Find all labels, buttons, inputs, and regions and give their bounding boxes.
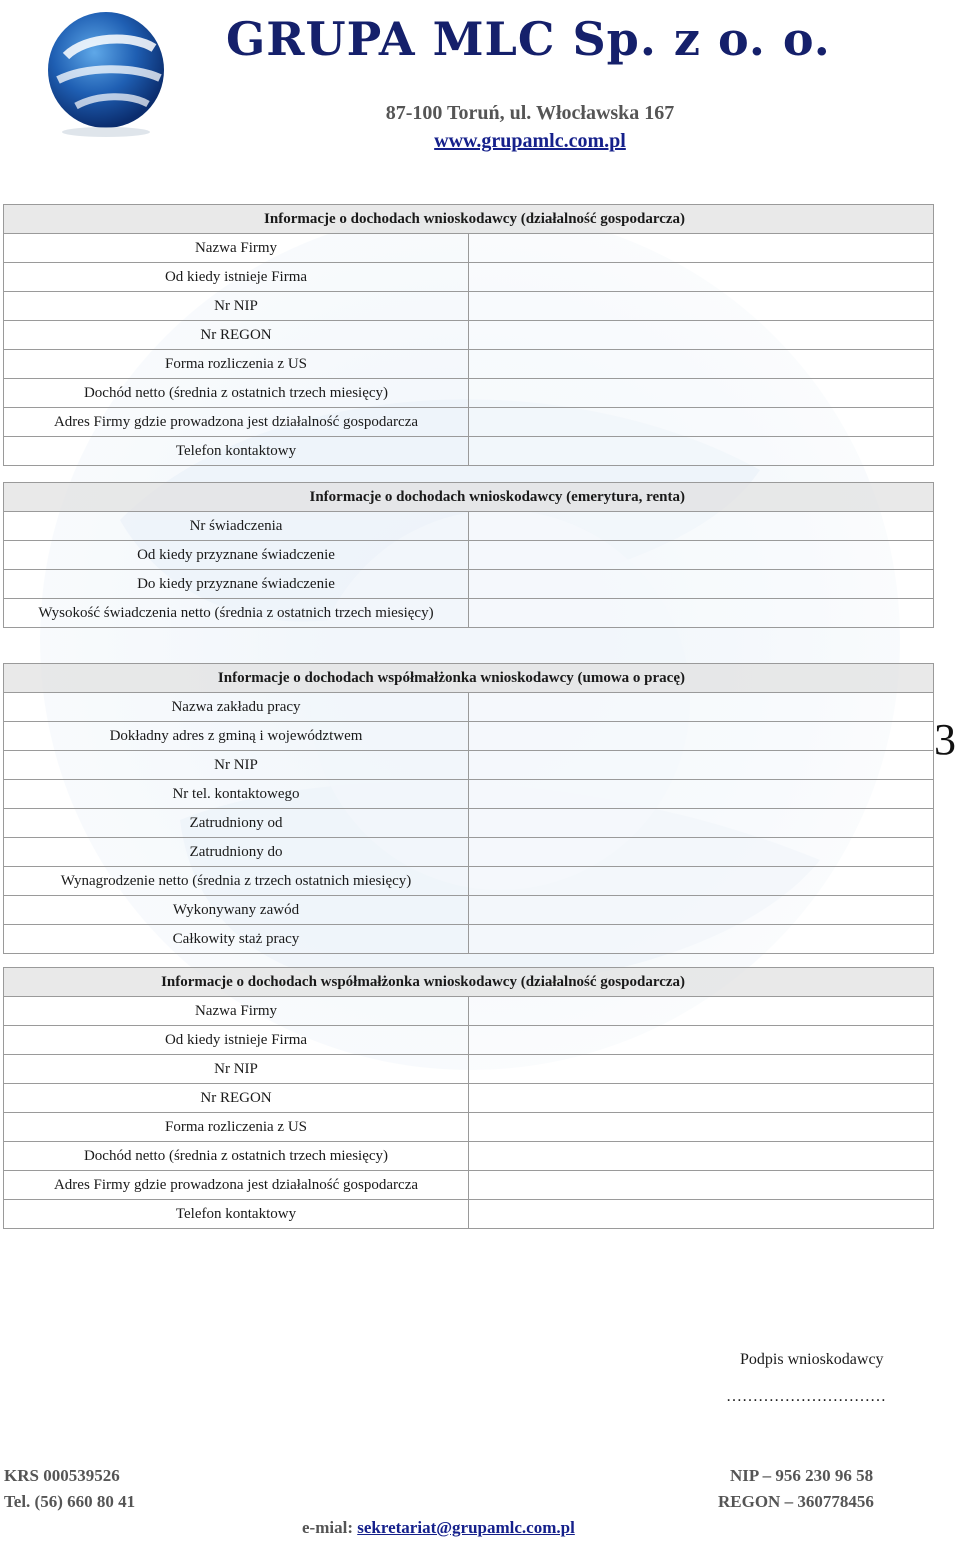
- field-value-input[interactable]: [469, 234, 934, 263]
- field-value-input[interactable]: [469, 867, 934, 896]
- table-row: [4, 867, 934, 896]
- table-row: [4, 541, 934, 570]
- field-value-input[interactable]: [469, 780, 934, 809]
- table-row: [4, 292, 934, 321]
- field-label: Nr REGON: [4, 321, 469, 350]
- spouse-business-income-table: [3, 967, 934, 1229]
- field-value-input[interactable]: [469, 1142, 934, 1171]
- field-value-input[interactable]: [469, 350, 934, 379]
- field-value-input[interactable]: [469, 437, 934, 466]
- table-row: [4, 780, 934, 809]
- field-label: Do kiedy przyznane świadczenie: [4, 570, 469, 599]
- table-row: [4, 1084, 934, 1113]
- field-label: Nr NIP: [4, 292, 469, 321]
- field-label: Od kiedy istnieje Firma: [4, 263, 469, 292]
- field-value-input[interactable]: [469, 570, 934, 599]
- field-label: Dochód netto (średnia z ostatnich trzech miesięcy): [4, 379, 469, 408]
- field-value-input[interactable]: [469, 896, 934, 925]
- table-row: [4, 997, 934, 1026]
- field-value-input[interactable]: [469, 722, 934, 751]
- table-row: [4, 350, 934, 379]
- field-value-input[interactable]: [469, 541, 934, 570]
- section-title: Informacje o dochodach wnioskodawcy (emerytura, renta): [4, 483, 934, 512]
- section-header-row: [4, 205, 934, 234]
- field-value-input[interactable]: [469, 292, 934, 321]
- section-header-row: [4, 968, 934, 997]
- section-title: Informacje o dochodach wnioskodawcy (działalność gospodarcza): [4, 205, 934, 234]
- table-row: [4, 437, 934, 466]
- page-number: 3: [934, 715, 956, 764]
- field-value-input[interactable]: [469, 751, 934, 780]
- field-label: Od kiedy przyznane świadczenie: [4, 541, 469, 570]
- field-label: Dokładny adres z gminą i województwem: [4, 722, 469, 751]
- footer-email-label: e-mial:: [302, 1518, 353, 1537]
- field-label: Adres Firmy gdzie prowadzona jest działalność gospodarcza: [4, 1171, 469, 1200]
- table-row: [4, 263, 934, 292]
- field-value-input[interactable]: [469, 1200, 934, 1229]
- section-header-row: [4, 664, 934, 693]
- field-label: Całkowity staż pracy: [4, 925, 469, 954]
- footer-phone: Tel. (56) 660 80 41: [4, 1492, 136, 1511]
- signature-label: Podpis wnioskodawcy: [740, 1351, 884, 1368]
- field-value-input[interactable]: [469, 1084, 934, 1113]
- field-label: Wykonywany zawód: [4, 896, 469, 925]
- table-row: [4, 925, 934, 954]
- section-title: Informacje o dochodach współmałżonka wnioskodawcy (umowa o pracę): [4, 664, 934, 693]
- field-label: Nr świadczenia: [4, 512, 469, 541]
- company-name: GRUPA MLC Sp. z o. o.: [226, 12, 831, 66]
- table-row: [4, 751, 934, 780]
- footer-email-link[interactable]: sekretariat@grupamlc.com.pl: [357, 1518, 575, 1537]
- field-value-input[interactable]: [469, 1171, 934, 1200]
- table-row: [4, 408, 934, 437]
- field-value-input[interactable]: [469, 512, 934, 541]
- field-value-input[interactable]: [469, 1055, 934, 1084]
- field-label: Wysokość świadczenia netto (średnia z ostatnich trzech miesięcy): [4, 599, 469, 628]
- table-row: [4, 321, 934, 350]
- table-row: [4, 896, 934, 925]
- field-value-input[interactable]: [469, 1113, 934, 1142]
- applicant-pension-income-table: [3, 482, 934, 628]
- field-label: Zatrudniony od: [4, 809, 469, 838]
- field-value-input[interactable]: [469, 997, 934, 1026]
- field-label: Od kiedy istnieje Firma: [4, 1026, 469, 1055]
- field-value-input[interactable]: [469, 693, 934, 722]
- footer-krs: KRS 000539526: [4, 1466, 120, 1485]
- field-value-input[interactable]: [469, 599, 934, 628]
- table-row: [4, 1142, 934, 1171]
- field-label: Dochód netto (średnia z ostatnich trzech miesięcy): [4, 1142, 469, 1171]
- field-label: Forma rozliczenia z US: [4, 350, 469, 379]
- field-value-input[interactable]: [469, 809, 934, 838]
- field-value-input[interactable]: [469, 408, 934, 437]
- field-label: Nr NIP: [4, 1055, 469, 1084]
- field-label: Nr NIP: [4, 751, 469, 780]
- footer-regon: REGON – 360778456: [718, 1492, 874, 1511]
- applicant-business-income-table: [3, 204, 934, 466]
- field-value-input[interactable]: [469, 1026, 934, 1055]
- field-label: Nr REGON: [4, 1084, 469, 1113]
- company-website-link[interactable]: www.grupamlc.com.pl: [434, 130, 626, 152]
- footer-email: [302, 1518, 575, 1538]
- table-row: [4, 1113, 934, 1142]
- section-header-row: [4, 483, 934, 512]
- table-row: [4, 234, 934, 263]
- field-label: Telefon kontaktowy: [4, 1200, 469, 1229]
- field-label: Forma rozliczenia z US: [4, 1113, 469, 1142]
- table-row: [4, 512, 934, 541]
- field-label: Zatrudniony do: [4, 838, 469, 867]
- table-row: [4, 722, 934, 751]
- field-label: Telefon kontaktowy: [4, 437, 469, 466]
- spouse-employment-income-table: [3, 663, 934, 954]
- table-row: [4, 1026, 934, 1055]
- field-value-input[interactable]: [469, 838, 934, 867]
- table-row: [4, 570, 934, 599]
- signature-line[interactable]: …………………………: [726, 1388, 886, 1405]
- table-row: [4, 693, 934, 722]
- table-row: [4, 809, 934, 838]
- table-row: [4, 599, 934, 628]
- section-title: Informacje o dochodach współmałżonka wnioskodawcy (działalność gospodarcza): [4, 968, 934, 997]
- table-row: [4, 1200, 934, 1229]
- table-row: [4, 838, 934, 867]
- field-label: Nazwa Firmy: [4, 997, 469, 1026]
- table-row: [4, 1171, 934, 1200]
- field-label: Nazwa Firmy: [4, 234, 469, 263]
- field-label: Nr tel. kontaktowego: [4, 780, 469, 809]
- field-value-input[interactable]: [469, 925, 934, 954]
- table-row: [4, 1055, 934, 1084]
- field-value-input[interactable]: [469, 379, 934, 408]
- field-label: Nazwa zakładu pracy: [4, 693, 469, 722]
- field-label: Wynagrodzenie netto (średnia z trzech ostatnich miesięcy): [4, 867, 469, 896]
- company-address: 87-100 Toruń, ul. Włocławska 167: [385, 102, 675, 124]
- footer-nip: NIP – 956 230 96 58: [730, 1466, 874, 1485]
- field-value-input[interactable]: [469, 321, 934, 350]
- field-label: Adres Firmy gdzie prowadzona jest działalność gospodarcza: [4, 408, 469, 437]
- table-row: [4, 379, 934, 408]
- field-value-input[interactable]: [469, 263, 934, 292]
